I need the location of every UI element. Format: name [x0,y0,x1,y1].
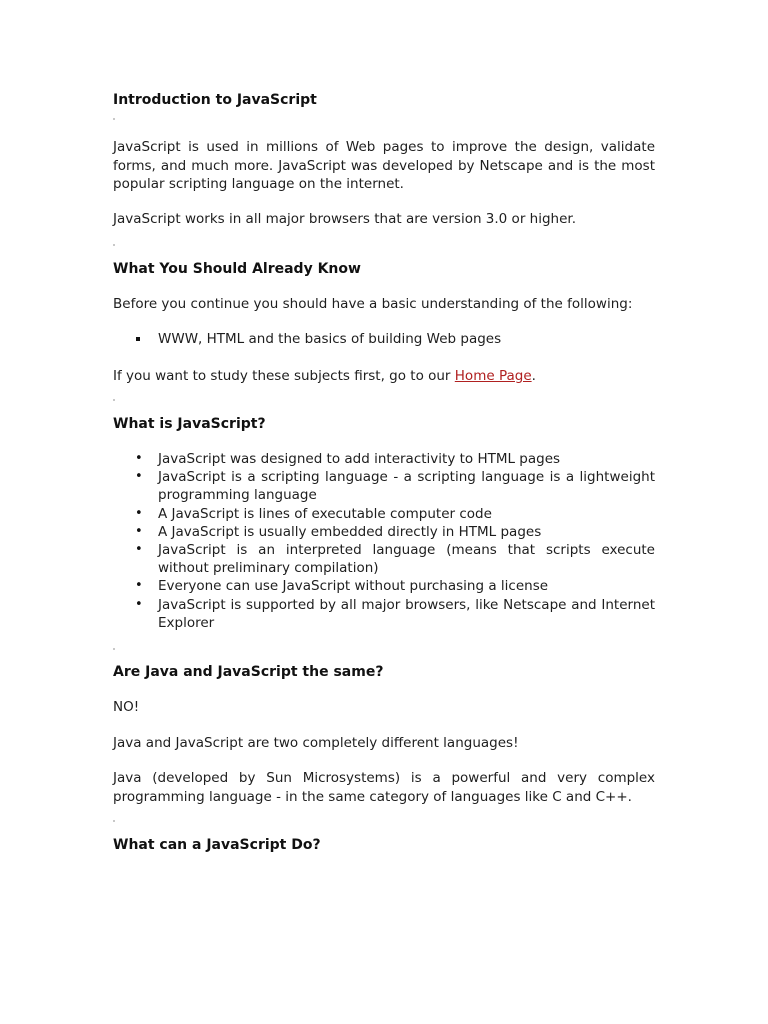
spacer-dot [113,820,115,822]
spacer-dot [113,244,115,246]
spacer-dot [113,648,115,650]
heading-what-you-should-know: What You Should Already Know [113,261,361,277]
list-item: • A JavaScript is lines of executable computer code [113,505,655,523]
list-item: • JavaScript is supported by all major browsers, like Netscape and Internet Explorer [113,596,655,632]
list-item: • JavaScript is an interpreted language (means that scripts execute without preliminary compilation) [113,541,655,577]
list-item: • A JavaScript is usually embedded directly in HTML pages [113,523,655,541]
spacer-dot [113,118,115,120]
spacer-dot [113,399,115,401]
heading-what-can-javascript-do: What can a JavaScript Do? [113,837,321,853]
same-paragraph-2: Java and JavaScript are two completely different languages! [113,735,519,751]
home-page-paragraph [113,367,655,386]
intro-paragraph-2: JavaScript works in all major browsers that are version 3.0 or higher. [113,211,577,227]
what-is-list [113,450,655,632]
home-page-link[interactable]: Home Page [454,368,532,384]
heading-java-and-javascript: Are Java and JavaScript the same? [113,664,384,680]
intro-paragraph-1: JavaScript is used in millions of Web pages to improve the design, validate forms, and much more. JavaScript was developed by Netscape and is the most popular scripting language on the internet. [113,139,655,192]
heading-introduction: Introduction to JavaScript [113,92,317,108]
same-answer: NO! [113,699,140,715]
heading-what-is-javascript: What is JavaScript? [113,416,266,432]
list-item: • Everyone can use JavaScript without purchasing a license [113,577,655,595]
prereq-list [113,330,655,348]
list-item: • JavaScript is a scripting language - a scripting language is a lightweight programming language [113,468,655,504]
home-page-text-after: . [531,368,536,384]
prereq-paragraph: Before you continue you should have a basic understanding of the following: [113,296,633,312]
list-item: WWW, HTML and the basics of building Web pages [113,330,655,348]
list-item: • JavaScript was designed to add interactivity to HTML pages [113,450,655,468]
same-paragraph-3: Java (developed by Sun Microsystems) is a powerful and very complex programming language - in the same category of languages like C and C++. [113,770,655,805]
home-page-text-before: If you want to study these subjects first, go to our [113,368,455,384]
